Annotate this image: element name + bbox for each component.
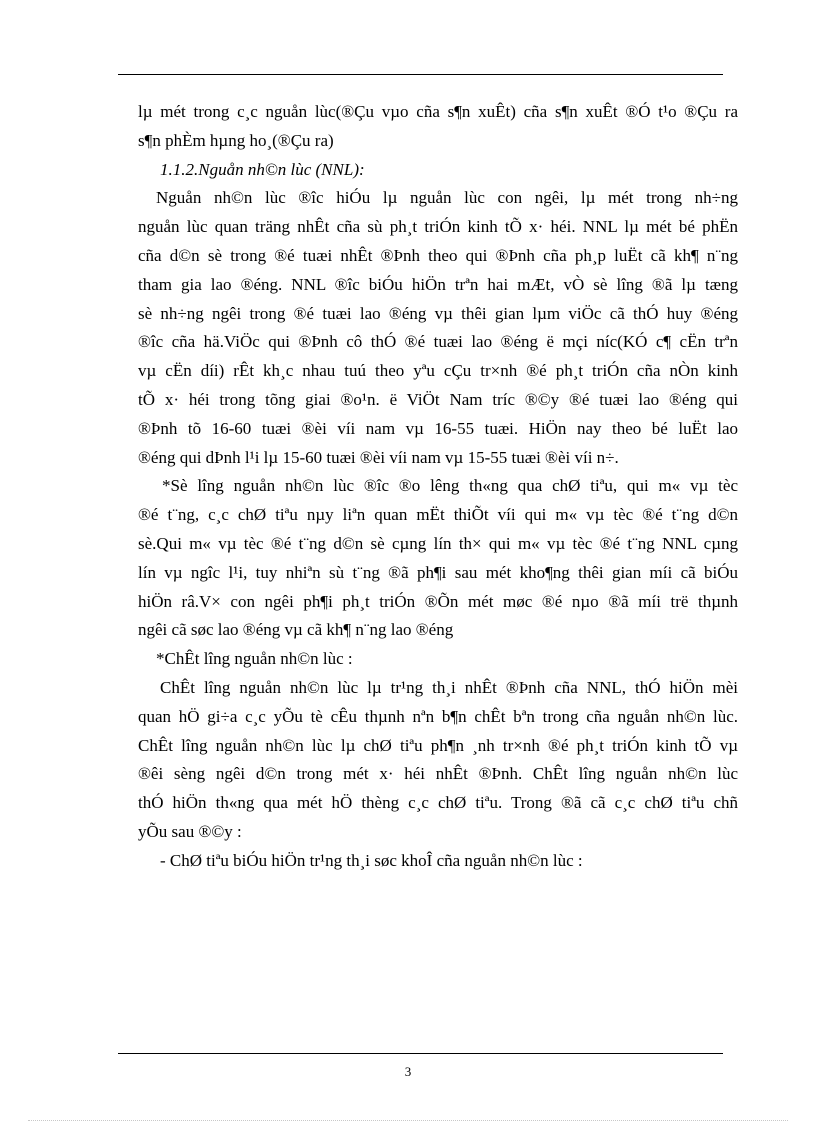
text-line: quan hÖ gi÷a c¸c yÕu tè cÊu thµnh nªn b¶n chÊt bªn trong cña nguån nh©n lùc.: [138, 706, 738, 726]
text-line: s¶n phÈm hµng ho¸(®Çu ra): [138, 130, 334, 150]
text-line: ®îc cña hä.ViÖc qui ®Þnh cô thÓ ®é tuæi lao ®éng ë mçi níc(KÓ c¶ cËn trªn: [138, 332, 738, 352]
text-line: ngêi cã søc lao ®éng vµ cã kh¶ n¨ng lao ®éng: [138, 620, 454, 640]
text-line: ®êi sèng ngêi d©n trong mét x· héi nhÊt ®Þnh. ChÊt lîng nguån nh©n lùc: [138, 764, 738, 784]
text-line: yÕu sau ®©y :: [138, 821, 242, 841]
text-line: ChÊt lîng nguån nh©n lùc lµ tr¹ng th¸i nhÊt ®Þnh cña NNL, thÓ hiÖn mèi: [160, 677, 738, 697]
text-line: ®éng qui dÞnh l¹i lµ 15-60 tuæi ®èi víi nam vµ 15-55 tuæi ®èi víi n÷.: [138, 447, 619, 467]
text-line: Nguån nh©n lùc ®îc hiÓu lµ nguån lùc con ngêi, lµ mét trong nh÷ng: [156, 188, 738, 208]
text-line: - ChØ tiªu biÓu hiÖn tr¹ng th¸i søc khoÎ cña nguån nh©n lùc :: [160, 850, 583, 870]
text-line: lín vµ ngîc l¹i, tuy nhiªn sù t¨ng ®ã ph¶i sau mét kho¶ng thêi gian míi cã biÓu: [138, 562, 738, 582]
text-line: sè nh÷ng ngêi trong ®é tuæi lao ®éng vµ thêi gian lµm viÖc cã thÓ huy ®éng: [138, 303, 738, 323]
page-number: 3: [404, 1064, 412, 1079]
document-body: [138, 98, 738, 876]
header-rule: [118, 74, 723, 75]
text-line: *ChÊt lîng nguån nh©n lùc :: [156, 649, 353, 669]
text-line: tÕ x· héi trong tõng giai ®o¹n. ë ViÖt Nam tríc ®©y ®é tuæi lao ®éng qui: [138, 389, 738, 409]
text-line: ®Þnh tõ 16-60 tuæi ®èi víi nam vµ 16-55 tuæi. HiÖn nay theo bé luËt lao: [138, 418, 738, 438]
page-boundary-line: [28, 1120, 788, 1121]
text-line: ChÊt lîng nguån nh©n lùc lµ chØ tiªu ph¶n ¸nh tr×nh ®é ph¸t triÓn kinh tÕ vµ: [138, 735, 738, 755]
text-line: vµ cËn díi) rÊt kh¸c nhau tuú theo yªu cÇu tr×nh ®é ph¸t triÓn cña nÒn kinh: [138, 361, 738, 381]
text-line: ®é t¨ng, c¸c chØ tiªu nµy liªn quan mËt thiÕt víi qui m« vµ tèc ®é t¨ng d©n: [138, 505, 738, 525]
text-line: thÓ hiÖn th«ng qua mét hÖ thèng c¸c chØ tiªu. Trong ®ã cã c¸c chØ tiªu chñ: [138, 793, 738, 813]
text-line: *Sè lîng nguån nh©n lùc ®îc ®o lêng th«ng qua chØ tiªu, qui m« vµ tèc: [162, 476, 738, 496]
section-heading: 1.1.2.Nguån nh©n lùc (NNL):: [160, 159, 365, 179]
text-line: tham gia lao ®éng. NNL ®îc biÓu hiÖn trªn hai mÆt, vÒ sè lîng ®ã lµ tæng: [138, 274, 738, 294]
text-line: sè.Qui m« vµ tèc ®é t¨ng d©n sè cµng lín th× qui m« vµ tèc ®é t¨ng NNL cµng: [138, 533, 738, 553]
text-line: hiÖn râ.V× con ngêi ph¶i ph¸t triÓn ®Õn mét møc ®é nµo ®ã míi trë thµnh: [138, 591, 738, 611]
text-line: cña d©n sè trong ®é tuæi nhÊt ®Þnh theo qui ®Þnh cña ph¸p luËt cã kh¶ n¨ng: [138, 245, 738, 265]
footer-rule: [118, 1053, 723, 1054]
text-line: nguån lùc quan träng nhÊt cña sù ph¸t triÓn kinh tÕ x· héi. NNL lµ mét bé phËn: [138, 217, 738, 237]
text-line: lµ mét trong c¸c nguån lùc(®Çu vµo cña s¶n xuÊt) cña s¶n xuÊt ®Ó t¹o ®Çu ra: [138, 102, 738, 121]
